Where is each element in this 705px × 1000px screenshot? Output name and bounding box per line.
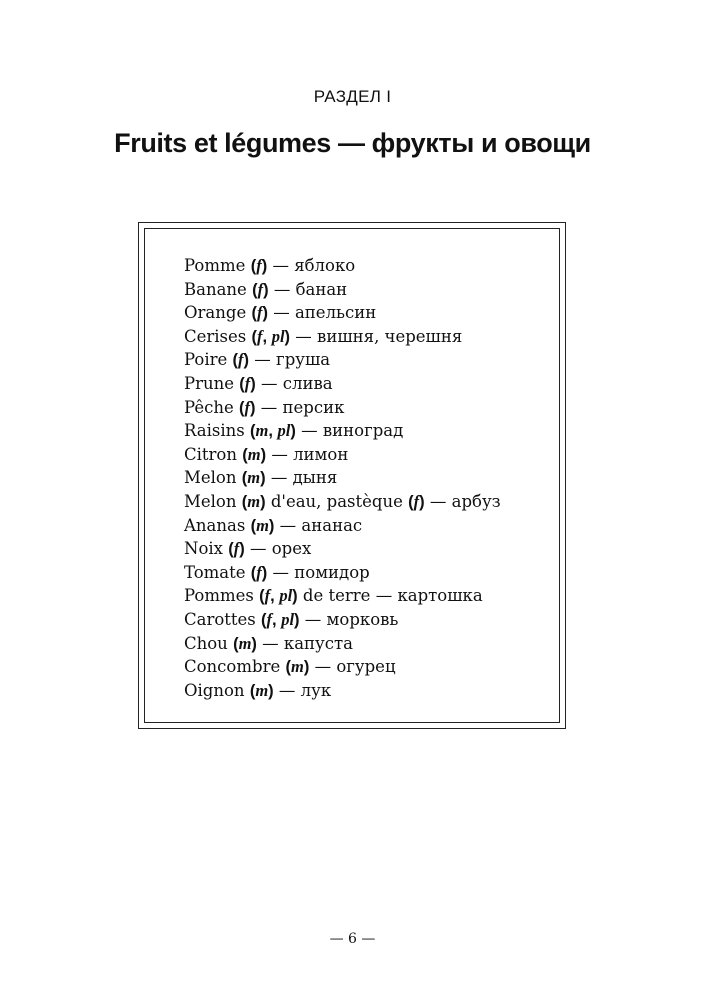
vocab-dash: — bbox=[279, 515, 297, 535]
vocab-french-word: Orange bbox=[184, 303, 247, 323]
vocab-grammar-marker: (f) bbox=[232, 350, 250, 370]
vocab-number: pl bbox=[281, 609, 295, 629]
vocab-russian-translation: орех bbox=[271, 539, 312, 559]
vocab-dash: — bbox=[271, 444, 288, 464]
vocab-grammar-marker: (f) bbox=[250, 562, 268, 582]
vocab-french-word: Cerises bbox=[184, 326, 247, 346]
vocab-russian-translation: арбуз bbox=[451, 491, 501, 511]
vocab-entry bbox=[184, 372, 501, 396]
vocab-entry bbox=[184, 348, 501, 372]
vocab-grammar-marker: (f) bbox=[252, 279, 269, 299]
vocab-french-word: Pommes bbox=[184, 586, 254, 606]
vocab-french-word: Noix bbox=[184, 539, 223, 559]
vocab-dash: — bbox=[261, 373, 278, 393]
vocab-french-word: Banane bbox=[184, 279, 247, 299]
vocab-french-continuation: d'eau, pastèque bbox=[270, 491, 403, 511]
vocab-french-word: Raisins bbox=[184, 421, 245, 441]
vocab-gender: f bbox=[413, 491, 420, 511]
vocab-entry bbox=[184, 514, 501, 538]
vocab-russian-translation: слива bbox=[282, 373, 333, 393]
vocab-number: pl bbox=[271, 326, 285, 346]
vocab-french-word: Melon bbox=[184, 468, 237, 488]
vocab-russian-translation: виноград bbox=[322, 421, 404, 441]
vocab-russian-translation: апельсин bbox=[294, 303, 377, 323]
vocab-french-word: Citron bbox=[184, 444, 237, 464]
vocab-french-continuation: de terre bbox=[302, 586, 371, 606]
vocab-entry bbox=[184, 396, 501, 420]
vocab-russian-translation: капуста bbox=[283, 633, 353, 653]
vocab-dash: — bbox=[304, 609, 322, 629]
vocab-gender: f bbox=[233, 539, 240, 559]
vocab-french-word: Carottes bbox=[184, 609, 256, 629]
vocab-gender: f bbox=[244, 373, 251, 393]
vocab-dash: — bbox=[375, 586, 393, 606]
vocab-russian-translation: картошка bbox=[397, 586, 483, 606]
vocab-entry bbox=[184, 655, 501, 679]
vocab-dash: — bbox=[273, 279, 291, 299]
vocab-french-word: Ananas bbox=[184, 515, 246, 535]
vocab-gender: m bbox=[247, 444, 261, 464]
vocab-entry bbox=[184, 608, 501, 632]
vocab-grammar-marker: (m) bbox=[249, 680, 274, 700]
vocab-gender: f bbox=[238, 350, 244, 370]
vocab-grammar-marker: (m) bbox=[241, 468, 266, 488]
vocab-dash: — bbox=[260, 397, 278, 417]
vocab-russian-translation: дыня bbox=[292, 468, 338, 488]
vocab-entry bbox=[184, 466, 501, 490]
vocab-russian-translation: морковь bbox=[326, 609, 399, 629]
vocab-french-word: Concombre bbox=[184, 657, 281, 677]
vocab-gender: m bbox=[247, 468, 261, 488]
vocab-russian-translation: вишня, черешня bbox=[317, 326, 463, 346]
vocab-grammar-marker: (m) bbox=[233, 633, 257, 653]
vocab-dash: — bbox=[272, 256, 289, 275]
vocab-entry bbox=[184, 537, 501, 561]
vocab-gender: m bbox=[238, 633, 252, 653]
vocab-russian-translation: лук bbox=[300, 680, 332, 700]
vocab-dash: — bbox=[278, 680, 296, 700]
vocab-entry bbox=[184, 325, 501, 349]
vocab-gender: m bbox=[290, 657, 304, 677]
vocab-dash: — bbox=[314, 657, 332, 677]
vocab-russian-translation: банан bbox=[295, 279, 348, 299]
vocab-number: pl bbox=[277, 421, 291, 441]
vocab-russian-translation: яблоко bbox=[294, 256, 356, 275]
vocab-entry bbox=[184, 278, 501, 302]
vocab-russian-translation: ананас bbox=[301, 515, 363, 535]
vocab-gender: f bbox=[264, 586, 271, 606]
vocab-french-word: Tomate bbox=[184, 562, 246, 582]
vocab-dash: — bbox=[270, 468, 288, 488]
vocab-dash: — bbox=[429, 491, 447, 511]
vocab-gender: f bbox=[256, 256, 262, 275]
vocab-entry bbox=[184, 632, 501, 656]
vocab-gender: f bbox=[256, 303, 263, 323]
vocab-gender: f bbox=[244, 397, 251, 417]
vocab-grammar-marker: (m) bbox=[250, 515, 275, 535]
vocab-entry bbox=[184, 561, 501, 585]
vocab-grammar-marker: (f) bbox=[228, 539, 245, 559]
vocab-entry bbox=[184, 443, 501, 467]
vocab-gender: m bbox=[255, 680, 269, 700]
vocab-russian-translation: персик bbox=[282, 397, 345, 417]
vocab-entry bbox=[184, 419, 501, 443]
vocab-dash: — bbox=[254, 350, 271, 370]
vocab-french-word: Prune bbox=[184, 373, 235, 393]
vocab-french-word: Poire bbox=[184, 350, 228, 370]
vocab-entry bbox=[184, 254, 501, 278]
vocab-entry bbox=[184, 679, 501, 703]
vocab-dash: — bbox=[262, 633, 279, 653]
vocab-french-word: Oignon bbox=[184, 680, 245, 700]
vocab-gender: m bbox=[256, 515, 269, 535]
page-title: Fruits et légumes — фрукты и овощи bbox=[114, 128, 591, 158]
vocab-gender: m bbox=[247, 491, 261, 511]
vocab-number: pl bbox=[279, 586, 293, 606]
vocab-grammar-marker: (m) bbox=[242, 444, 267, 464]
vocab-grammar-marker: (m) bbox=[285, 657, 310, 677]
vocab-grammar-marker: (f) bbox=[239, 397, 256, 417]
vocabulary-list bbox=[184, 254, 501, 702]
vocab-grammar-marker: (f) bbox=[239, 373, 256, 393]
page-number: — 6 — bbox=[329, 931, 376, 947]
vocab-french-word: Melon bbox=[184, 491, 237, 511]
vocab-gender: f bbox=[257, 279, 264, 299]
section-label: РАЗДЕЛ I bbox=[313, 87, 392, 106]
vocab-entry bbox=[184, 490, 501, 514]
vocab-grammar-marker: (m) bbox=[241, 491, 266, 511]
vocab-gender: f bbox=[256, 562, 262, 582]
vocab-dash: — bbox=[301, 421, 318, 441]
vocab-grammar-marker: (f, pl) bbox=[251, 326, 291, 346]
vocab-grammar-marker: (f, pl) bbox=[259, 586, 298, 606]
vocab-french-word: Chou bbox=[184, 633, 228, 653]
vocab-dash: — bbox=[273, 303, 290, 323]
vocab-gender: m bbox=[255, 421, 269, 441]
vocab-grammar-marker: (f) bbox=[408, 491, 425, 511]
vocab-entry bbox=[184, 584, 501, 608]
vocab-grammar-marker: (m, pl) bbox=[250, 421, 296, 441]
vocab-grammar-marker: (f) bbox=[251, 303, 268, 323]
vocab-gender: f bbox=[257, 326, 263, 346]
vocab-dash: — bbox=[272, 562, 290, 582]
vocab-gender: f bbox=[266, 609, 273, 629]
vocab-french-word: Pêche bbox=[184, 397, 234, 417]
vocab-dash: — bbox=[249, 539, 267, 559]
vocab-russian-translation: огурец bbox=[336, 657, 396, 677]
vocab-french-word: Pomme bbox=[184, 256, 246, 275]
vocab-entry bbox=[184, 301, 501, 325]
vocab-grammar-marker: (f, pl) bbox=[261, 609, 300, 629]
vocab-russian-translation: помидор bbox=[294, 562, 370, 582]
vocab-russian-translation: груша bbox=[276, 350, 331, 370]
vocab-dash: — bbox=[295, 326, 312, 346]
vocab-russian-translation: лимон bbox=[293, 444, 349, 464]
vocab-grammar-marker: (f) bbox=[250, 256, 268, 275]
